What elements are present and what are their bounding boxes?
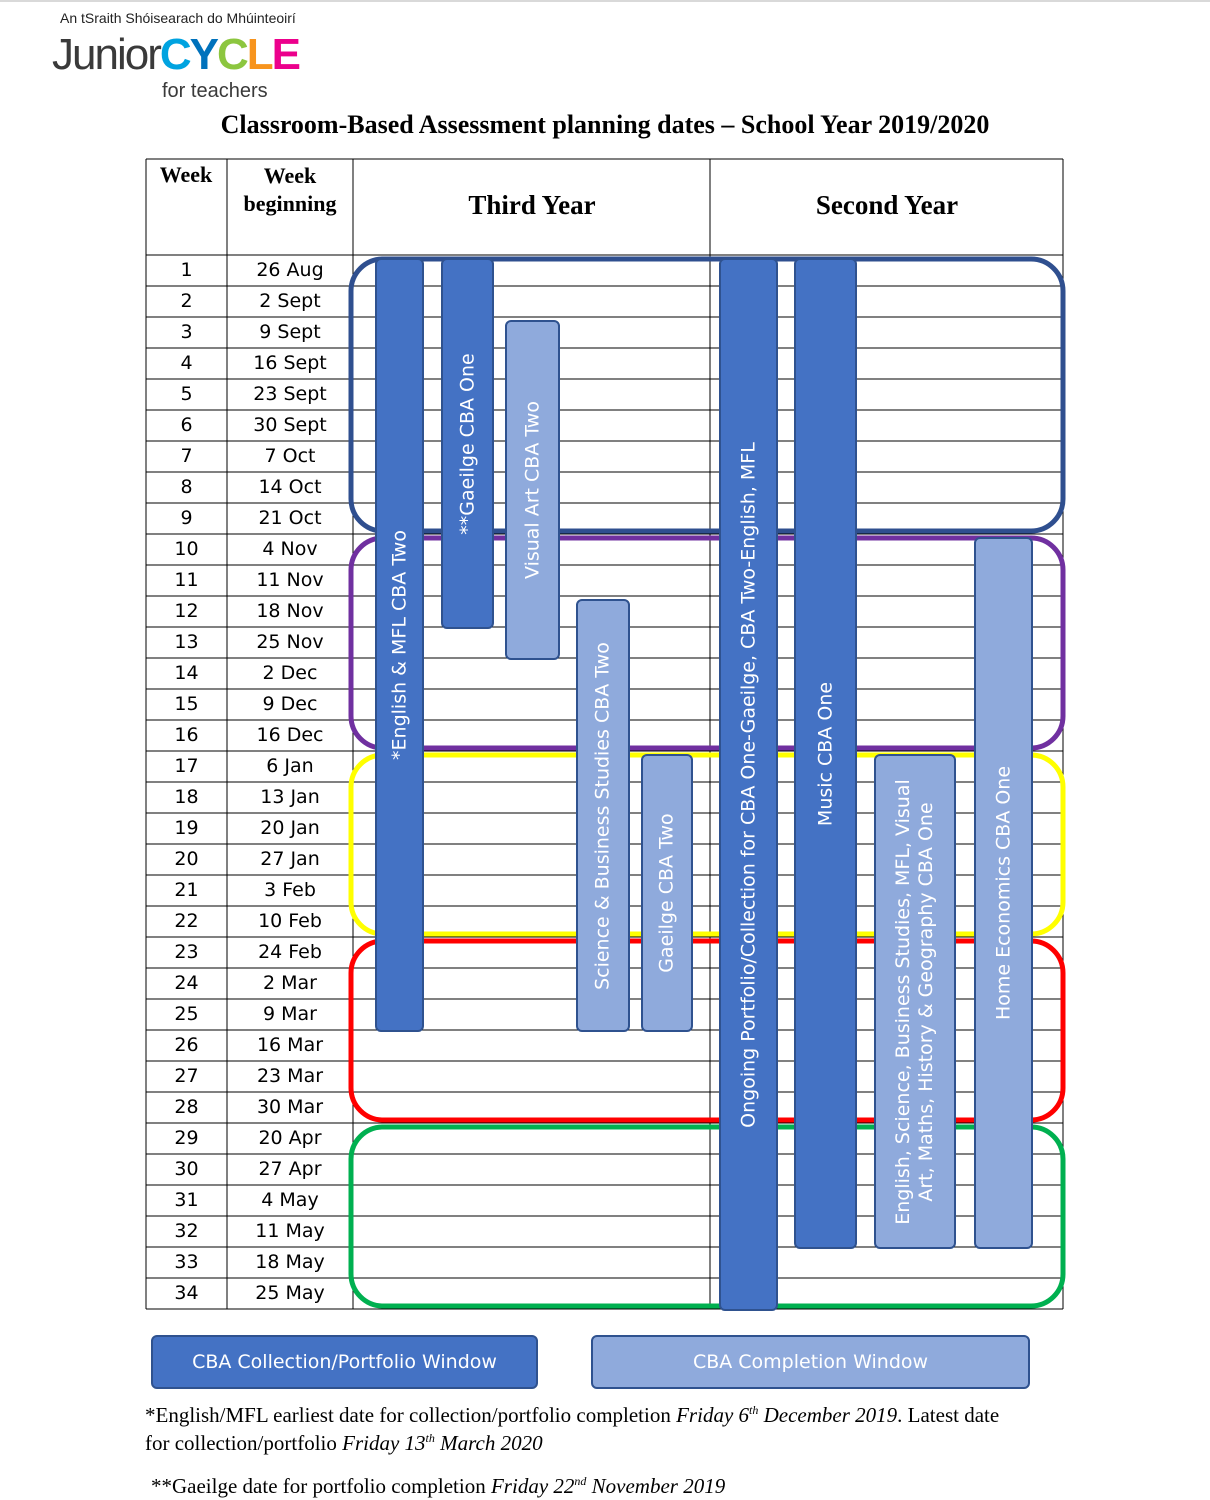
note1-date2-rest: March 2020 [434, 1431, 543, 1455]
home-economics-cba-one-bar [974, 537, 1033, 1249]
week-number: 7 [180, 445, 193, 467]
note2-text: **Gaeilge date for portfolio completion [151, 1474, 491, 1498]
week-beginning-date: 20 Apr [258, 1127, 322, 1149]
note2-date: Friday 22 [490, 1474, 575, 1498]
gaeilge-cba-two-bar [641, 754, 693, 1032]
header-week: Week [159, 162, 213, 187]
logo-cycle-letter: L [246, 30, 272, 79]
logo-cycle-letter: Y [189, 30, 217, 79]
week-beginning-date: 11 May [255, 1220, 325, 1242]
week-number: 18 [174, 786, 199, 808]
note2-date-sup: nd [574, 1474, 587, 1488]
week-number: 22 [174, 910, 199, 932]
week-number: 29 [174, 1127, 199, 1149]
week-beginning-date: 27 Jan [260, 848, 320, 870]
week-beginning-date: 9 Dec [262, 693, 318, 715]
ongoing-portfolio-label: Ongoing Portfolio/Collection for CBA One-Gaeilge, CBA Two-English, MFL [737, 441, 759, 1128]
note1-date1: Friday 6 [676, 1403, 750, 1427]
week-number: 4 [180, 352, 193, 374]
week-number: 33 [174, 1251, 199, 1273]
week-number: 25 [174, 1003, 199, 1025]
week-beginning-date: 16 Dec [256, 724, 324, 746]
multi-subject-cba-one-label: English, Science, Business Studies, MFL, Visual Art, Maths, History & Geography CBA One [892, 778, 937, 1225]
week-number: 20 [174, 848, 199, 870]
home-economics-cba-one-label: Home Economics CBA One [992, 765, 1014, 1021]
week-number: 32 [174, 1220, 199, 1242]
week-beginning-date: 3 Feb [264, 879, 316, 901]
visual-art-cba-two-bar [505, 320, 560, 660]
week-beginning-date: 9 Mar [263, 1003, 317, 1025]
logo-cycle-letter: C [159, 30, 190, 79]
week-number: 1 [180, 259, 193, 281]
week-beginning-date: 25 May [255, 1282, 325, 1304]
note1-date1-rest: December 2019 [758, 1403, 898, 1427]
week-number: 21 [174, 879, 199, 901]
week-beginning-date: 6 Jan [266, 755, 314, 777]
week-number: 13 [174, 631, 199, 653]
week-number: 9 [180, 507, 193, 529]
week-beginning-date: 20 Jan [260, 817, 320, 839]
week-beginning-date: 9 Sept [259, 321, 321, 343]
music-cba-one-bar [794, 258, 857, 1249]
week-number: 16 [174, 724, 199, 746]
week-number: 5 [180, 383, 193, 405]
week-beginning-date: 21 Oct [258, 507, 322, 529]
header-second-year: Second Year [815, 190, 959, 220]
legend-collection-window: CBA Collection/Portfolio Window [151, 1335, 538, 1389]
week-beginning-date: 18 Nov [256, 600, 324, 622]
week-beginning-date: 10 Feb [258, 910, 322, 932]
page-title: Classroom-Based Assessment planning dates – School Year 2019/2020 [220, 110, 990, 139]
week-number: 34 [174, 1282, 199, 1304]
note-english-mfl [145, 1401, 1075, 1457]
week-beginning-date: 16 Sept [253, 352, 327, 374]
week-beginning-date: 4 Nov [262, 538, 318, 560]
week-beginning-date: 2 Sept [259, 290, 321, 312]
week-beginning-date: 26 Aug [256, 259, 324, 281]
week-beginning-date: 23 Sept [253, 383, 327, 405]
week-beginning-date: 11 Nov [256, 569, 324, 591]
week-number: 30 [174, 1158, 199, 1180]
english-mfl-cba-two-bar [375, 258, 424, 1032]
week-number: 23 [174, 941, 199, 963]
week-beginning-date: 7 Oct [264, 445, 316, 467]
gaeilge-cba-two-label: Gaeilge CBA Two [655, 813, 678, 973]
week-beginning-date: 2 Dec [262, 662, 318, 684]
gaeilge-cba-one-bar [441, 258, 494, 629]
week-beginning-date: 27 Apr [258, 1158, 322, 1180]
note1-date2-sup: th [425, 1431, 435, 1445]
science-business-cba-two-label: Science & Business Studies CBA Two [591, 641, 614, 990]
multi-subject-cba-one-bar [874, 754, 956, 1249]
note1-text3: for collection/portfolio [145, 1431, 343, 1455]
logo-junior: Junior [52, 30, 160, 79]
music-cba-one-label: Music CBA One [814, 681, 836, 826]
week-number: 11 [174, 569, 199, 591]
week-number: 19 [174, 817, 199, 839]
legend-completion-window: CBA Completion Window [591, 1335, 1030, 1389]
note-gaeilge [151, 1472, 1051, 1500]
week-number: 14 [174, 662, 199, 684]
logo-cycle-letter: C [216, 30, 247, 79]
week-beginning-date: 18 May [255, 1251, 325, 1273]
ongoing-portfolio-bar [719, 258, 778, 1311]
note1-date1-sup: th [749, 1403, 759, 1417]
english-mfl-cba-two-label: *English & MFL CBA Two [388, 530, 410, 760]
week-number: 6 [180, 414, 193, 436]
week-number: 10 [174, 538, 199, 560]
week-number: 8 [180, 476, 193, 498]
week-beginning-date: 2 Mar [263, 972, 317, 994]
logo-for-teachers: for teachers [162, 80, 268, 102]
week-beginning-date: 4 May [261, 1189, 319, 1211]
week-number: 24 [174, 972, 199, 994]
week-number: 2 [180, 290, 193, 312]
note2-date-rest: November 2019 [586, 1474, 726, 1498]
week-number: 15 [174, 693, 199, 715]
week-beginning-date: 13 Jan [260, 786, 320, 808]
week-number: 17 [174, 755, 199, 777]
note1-date2: Friday 13 [342, 1431, 426, 1455]
week-beginning-date: 24 Feb [258, 941, 322, 963]
logo-cycle-letter: E [271, 30, 300, 79]
logo-irish-text: An tSraith Shóisearach do Mhúinteoirí [60, 10, 296, 26]
gaeilge-cba-one-label: **Gaeilge CBA One [456, 352, 478, 535]
week-number: 31 [174, 1189, 199, 1211]
header-third-year: Third Year [468, 190, 596, 220]
header-week-beginning: Week beginning [243, 163, 337, 216]
week-beginning-date: 16 Mar [256, 1034, 324, 1056]
week-number: 27 [174, 1065, 199, 1087]
week-number: 26 [174, 1034, 199, 1056]
week-beginning-date: 30 Mar [256, 1096, 324, 1118]
visual-art-cba-two-label: Visual Art CBA Two [521, 400, 543, 580]
week-beginning-date: 14 Oct [258, 476, 322, 498]
note1-text2: . Latest date [897, 1403, 1000, 1427]
week-beginning-date: 23 Mar [256, 1065, 324, 1087]
week-number: 28 [174, 1096, 199, 1118]
week-number: 3 [180, 321, 193, 343]
week-beginning-date: 25 Nov [256, 631, 324, 653]
week-number: 12 [174, 600, 199, 622]
week-beginning-date: 30 Sept [253, 414, 327, 436]
science-business-cba-two-bar [576, 599, 630, 1032]
note1-text: *English/MFL earliest date for collection/portfolio completion [145, 1403, 677, 1427]
